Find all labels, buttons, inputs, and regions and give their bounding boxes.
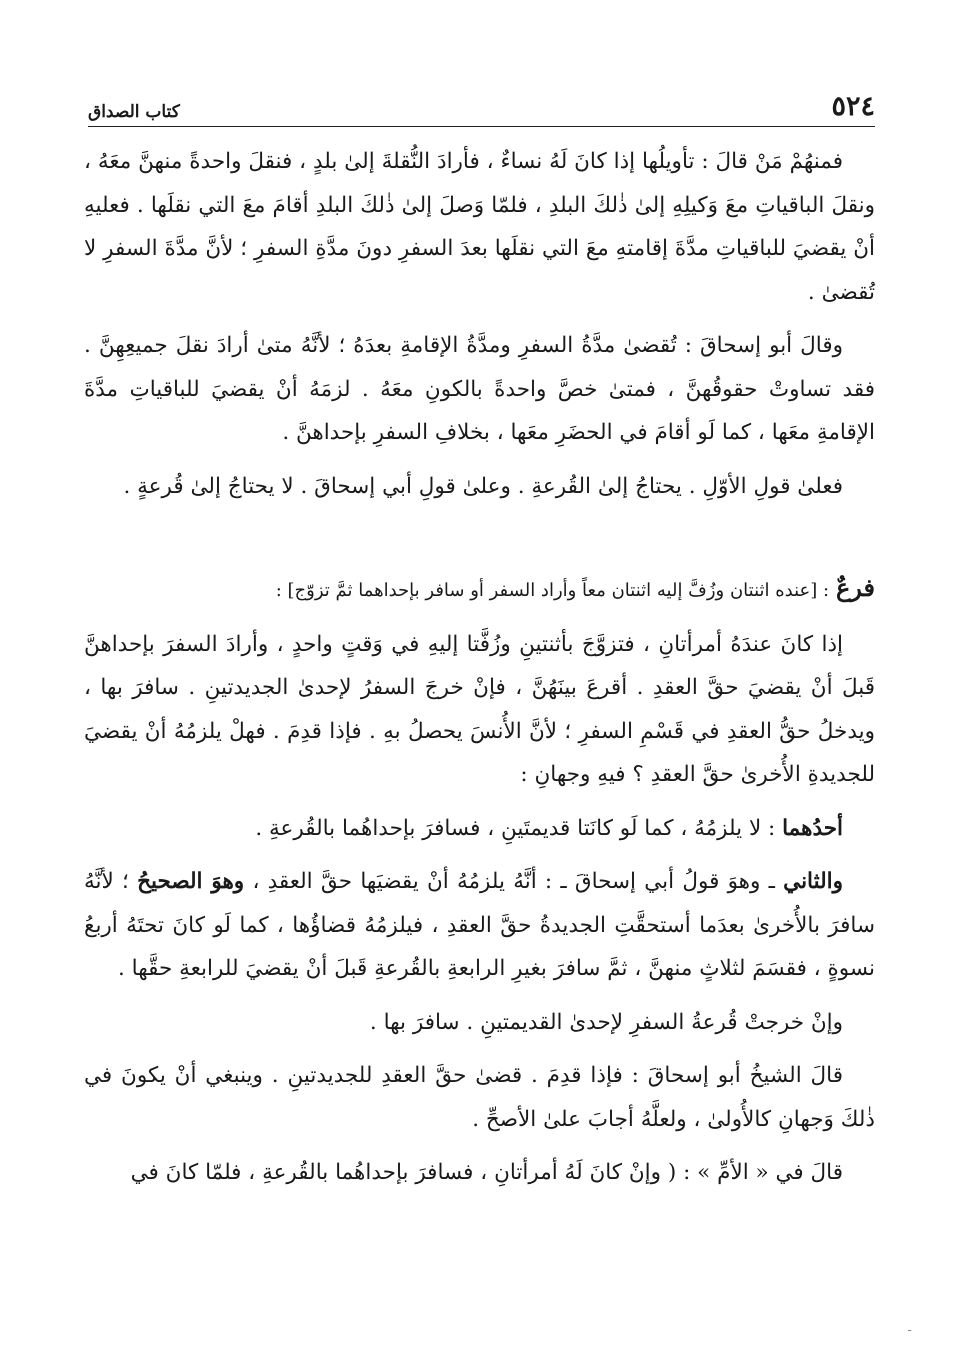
second-view-text-a: ـ وهوَ قولُ أبي إسحاقَ ـ : أنَّهُ يلزمُهُ أنْ يقضيَها حقَّ العقدِ ، — [252, 869, 775, 894]
second-view-text-b: ؛ لأنَّهُ سافرَ بالأُخرىٰ بعدَما أستحقَّتِ الجديدةُ حقَّ العقدِ ، فيلزمُهُ قضاؤُها ، كما لَو كانَ تحتَهُ أربعُ نسوةٍ ، فقسَمَ لثلاثٍ منهنَّ ، ثمَّ سافرَ بغيرِ الرابعةِ بالقُرعةِ قَبلَ أنْ يقضيَ للرابعةِ حقَّها . — [84, 869, 875, 981]
paragraph: وإنْ خرجتْ قُرعةُ السفرِ لإحدىٰ القديمتينِ . سافرَ بها . — [369, 1009, 843, 1035]
page-body — [84, 140, 875, 1205]
page-number: ٥٢٤ — [831, 91, 875, 122]
second-view — [84, 860, 875, 991]
branch-title: فرعٌ — [835, 573, 875, 602]
paragraph: قالَ الشيخُ أبو إسحاقَ : فإذا قدِمَ . قضىٰ حقَّ العقدِ للجديدتينِ . وينبغي أنْ يكونَ في ذٰلكَ وَجهانِ كالأُولىٰ ، ولعلَّهُ أجابَ علىٰ الأصحِّ . — [84, 1063, 875, 1132]
second-view-label: والثاني — [783, 869, 844, 894]
paragraph: قالَ في « الأمِّ » : ( وإنْ كانَ لَهُ أمرأتانِ ، فسافرَ بإحداهُما بالقُرعةِ ، فلمّا كانَ في — [130, 1160, 843, 1185]
first-view-label: أحدُهما — [782, 815, 843, 841]
correct-view-label: وهوَ الصحيحُ — [137, 869, 245, 894]
running-title: كتاب الصداق — [88, 102, 180, 122]
paragraph: وقالَ أبو إسحاقَ : تُقضىٰ مدَّةُ السفرِ ومدَّةُ الإقامةِ بعدَهُ ؛ لأنَّهُ متىٰ أرادَ نقلَ جميعِهِنَّ . فقد تساوتْ حقوقُهنَّ ، فمتىٰ خصَّ واحدةً بالكونِ معَهُ . لزمَهُ أنْ يقضيَ للباقياتِ مدَّةَ الإقامةِ معَها ، كما لَو أقامَ في الحضَرِ معَها ، بخلافِ السفرِ بإحداهنَّ . — [84, 333, 875, 445]
paragraph: فعلىٰ قولِ الأوّلِ . يحتاجُ إلىٰ القُرعةِ . وعلىٰ قولِ أبي إسحاقَ . لا يحتاجُ إلىٰ قُرعةٍ . — [123, 473, 843, 499]
section-gap — [84, 518, 875, 566]
branch-subtitle: : [عنده اثنتان وزُفَّ إليه اثنتان معاً وأراد السفر أو سافر بإحداهما ثمَّ تزوّج] : — [275, 580, 830, 601]
paragraph: إذا كانَ عندَهُ أمرأتانِ ، فتزوَّجَ بأثنتينِ وزُفَّتا إليهِ في وَقتٍ واحدٍ ، وأرادَ السفرَ بإحداهنَّ قَبلَ أنْ يقضيَ حقَّ العقدِ . أقرعَ بينَهُنَّ ، فإنْ خرجَ السفرُ لإحدىٰ الجديدتينِ . سافرَ بها ، ويدخلُ حقُّ العقدِ في قَسْمِ السفرِ ؛ لأنَّ الأُنسَ يحصلُ بهِ . فإذا قدِمَ . فهلْ يلزمُهُ أنْ يقضيَ للجديدةِ الأُخرىٰ حقَّ العقدِ ؟ فيهِ وجهانِ : — [84, 631, 875, 787]
first-view-text: : لا يلزمُهُ ، كما لَو كانَتا قديمتَينِ ، فسافرَ بإحداهُما بالقُرعةِ . — [255, 815, 776, 841]
paragraph: فمنهُمْ مَنْ قالَ : تأويلُها إذا كانَ لَهُ نساءٌ ، فأرادَ النُّقلةَ إلىٰ بلدٍ ، فنقلَ واحدةً منهنَّ معَهُ ، ونقلَ الباقياتِ معَ وَكيلِهِ إلىٰ ذٰلكَ البلدِ ، فلمّا وَصلَ إلىٰ ذٰلكَ البلدِ أقامَ معَ التي نقلَها . فعليهِ أنْ يقضيَ للباقياتِ مدَّةَ إقامتهِ معَ التي نقلَها بعدَ السفرِ دونَ مدَّةِ السفرِ ؛ لأنَّ مدَّةَ السفرِ لا تُقضىٰ . — [84, 149, 875, 305]
corner-mark: ـ — [908, 1323, 911, 1334]
branch-heading — [84, 566, 875, 613]
page-header — [88, 78, 875, 127]
first-view — [84, 807, 875, 851]
